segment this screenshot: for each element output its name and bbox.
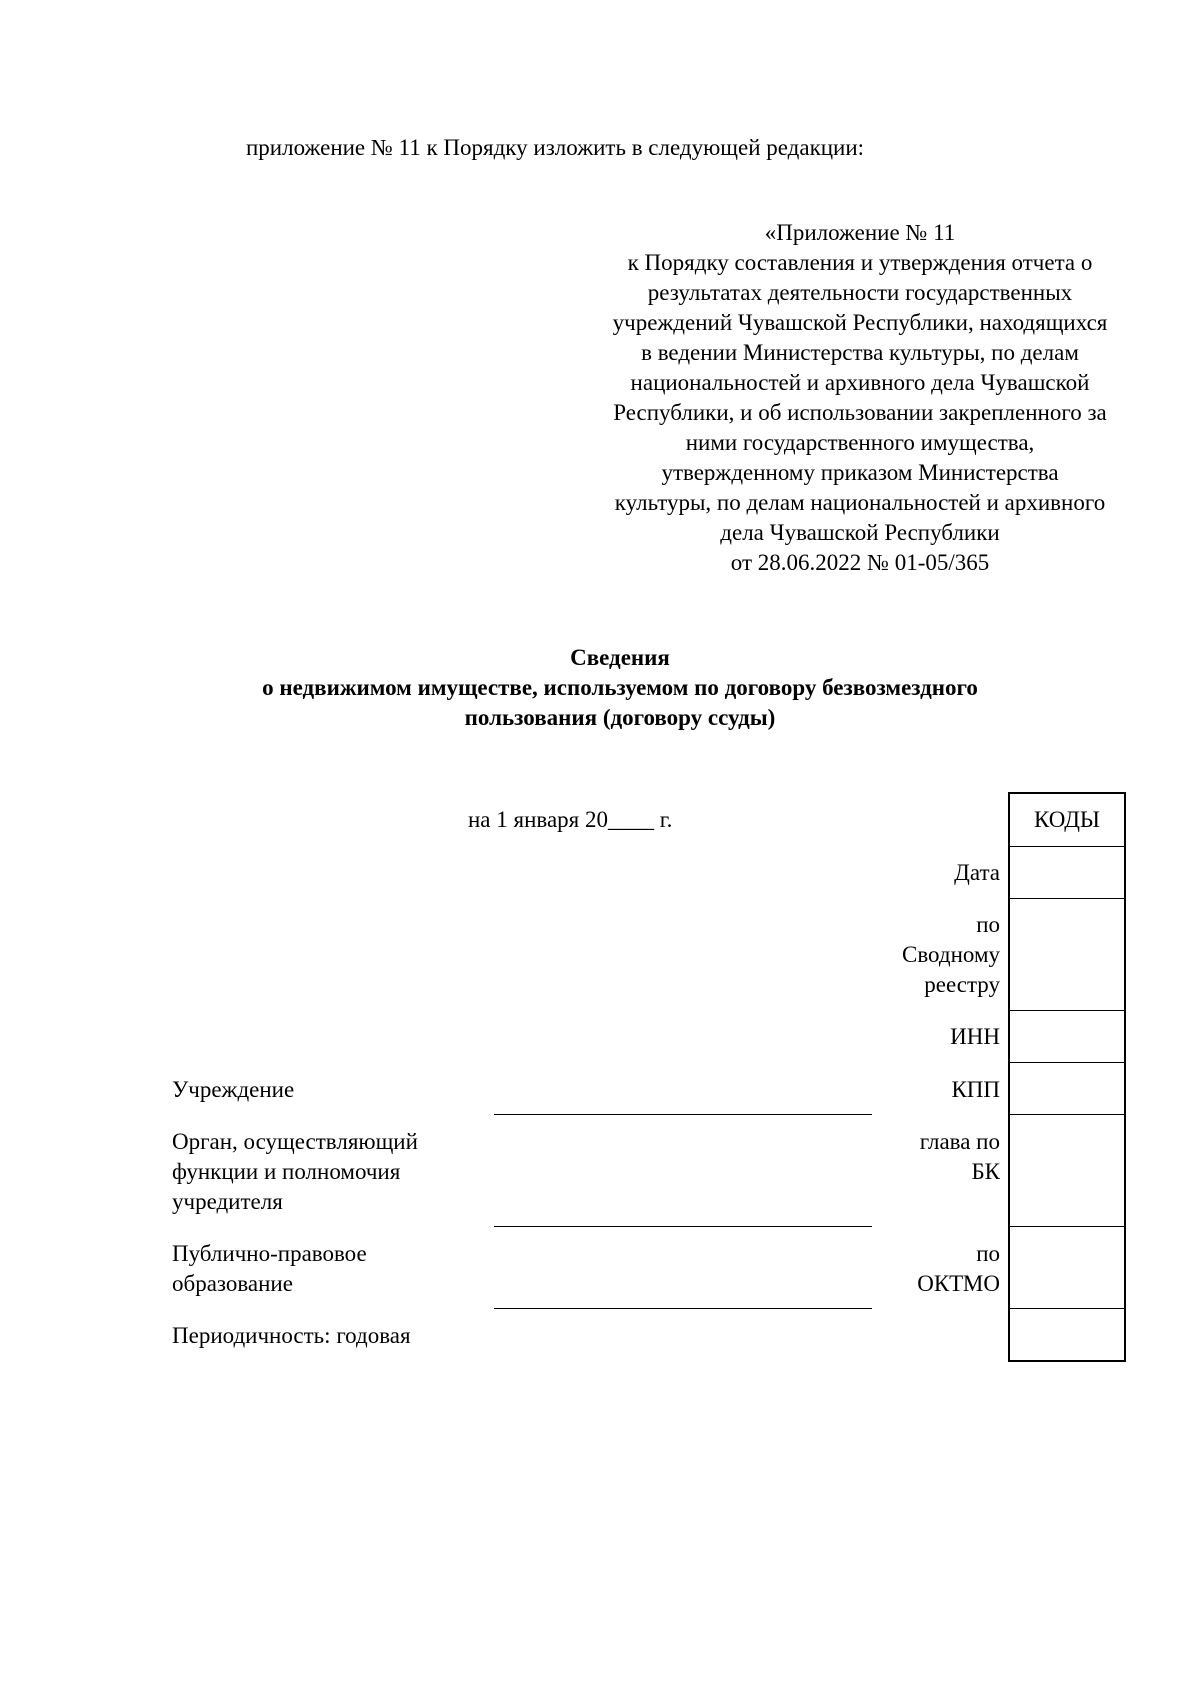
- codes-header: КОДЫ: [1034, 807, 1100, 832]
- title-line: пользования (договору ссуды): [464, 705, 776, 730]
- appendix-line: от 28.06.2022 № 01-05/365: [730, 550, 990, 575]
- appendix-header: [560, 218, 1160, 578]
- label-founder-1: Орган, осуществляющий: [172, 1129, 418, 1154]
- founder-field-line[interactable]: [494, 1226, 872, 1227]
- label-oktmo-2: ОКТМО: [917, 1271, 1000, 1296]
- label-public-2: образование: [172, 1271, 293, 1296]
- appendix-line: Республики, и об использовании закрепленного за: [613, 400, 1107, 425]
- appendix-line: в ведении Министерства культуры, по делам: [641, 340, 1079, 365]
- label-registry-3: реестру: [924, 972, 1000, 997]
- label-public-1: Публично-правовое: [172, 1241, 367, 1266]
- code-cell-oktmo: [1010, 1226, 1124, 1308]
- appendix-line: дела Чувашской Республики: [720, 520, 1000, 545]
- label-founder-3: учредителя: [172, 1189, 283, 1214]
- label-registry-1: по: [976, 912, 1000, 937]
- code-cell-chapter: [1010, 1114, 1124, 1226]
- intro-text: приложение № 11 к Порядку изложить в следующей редакции:: [246, 135, 865, 160]
- codes-table: [1008, 792, 1126, 1362]
- label-registry-2: Сводному: [901, 942, 1000, 967]
- appendix-line: национальностей и архивного дела Чувашской: [630, 370, 1090, 395]
- appendix-line: «Приложение № 11: [764, 220, 956, 245]
- code-cell-periodicity: [1010, 1308, 1124, 1360]
- appendix-line: утвержденному приказом Министерства: [661, 460, 1059, 485]
- code-cell-date: [1010, 846, 1124, 898]
- label-institution: Учреждение: [172, 1077, 295, 1102]
- appendix-line: культуры, по делам национальностей и архивного: [614, 490, 1106, 515]
- appendix-line: к Порядку составления и утверждения отчета о: [627, 250, 1093, 275]
- title-line: о недвижимом имуществе, используемом по договору безвозмездного: [262, 675, 978, 700]
- label-chapter-2: БК: [971, 1159, 1000, 1184]
- label-date: Дата: [954, 860, 1000, 885]
- public-entity-field-line[interactable]: [494, 1308, 872, 1309]
- label-periodicity: Периодичность: годовая: [172, 1323, 411, 1348]
- label-chapter-1: глава по: [919, 1129, 1000, 1154]
- label-oktmo-1: по: [976, 1241, 1000, 1266]
- appendix-line: ними государственного имущества,: [685, 430, 1035, 455]
- code-cell-registry: [1010, 898, 1124, 1010]
- appendix-line: результатах деятельности государственных: [647, 280, 1073, 305]
- label-kpp: КПП: [951, 1077, 1000, 1102]
- label-founder-2: функции и полномочия: [172, 1159, 401, 1184]
- code-cell-kpp: [1010, 1062, 1124, 1114]
- institution-field-line[interactable]: [494, 1114, 872, 1115]
- title-line: Сведения: [570, 645, 670, 670]
- label-inn: ИНН: [950, 1024, 1000, 1049]
- report-date-line: на 1 января 20____ г.: [468, 807, 673, 832]
- document-title: [200, 643, 1040, 733]
- appendix-line: учреждений Чувашской Республики, находящихся: [612, 310, 1108, 335]
- code-cell-inn: [1010, 1010, 1124, 1062]
